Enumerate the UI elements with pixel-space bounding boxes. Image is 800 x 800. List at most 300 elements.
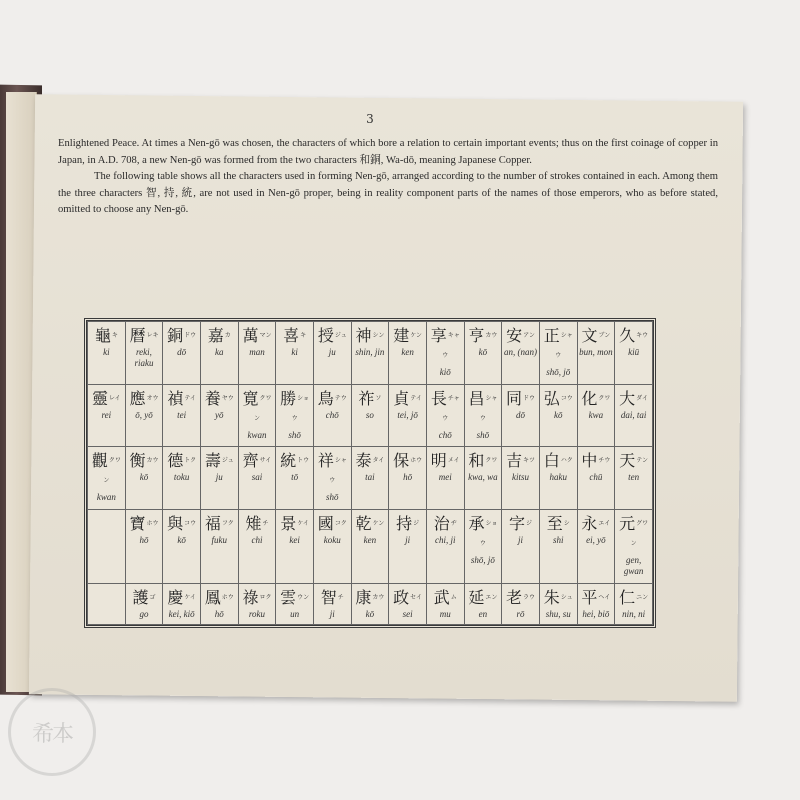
table-cell [615,384,653,447]
table-cell [502,322,540,385]
kanji-glyph: 統 [280,451,297,471]
table-cell [276,384,314,447]
romaji-reading: tō [291,472,299,483]
romaji-reading: ken [363,534,377,545]
romaji-reading: dō [177,347,187,357]
romaji-reading: chō [325,409,339,420]
kanji-glyph: 保 [393,451,410,471]
kanji-glyph: 武 [433,588,450,608]
table-cell [313,322,351,385]
romaji-reading: ju [215,472,223,483]
table-cell [313,509,351,584]
kanji-glyph: 曆 [129,326,146,345]
kanji-character [127,326,162,346]
romaji-reading: shō [326,492,339,503]
furigana-reading: カウ [485,332,498,339]
kanji-character [390,326,425,346]
table-cell [276,322,314,385]
kanji-character [390,588,425,608]
paragraph-2: The following table shows all the characters used in forming Nen-gō, arranged according to the number of strokes contained in each. Among them the three characters 智, 持, 統, are not used in Nen-gō proper, being in reality component parts of the names of those emperors, who as before stated, omitted to choose any Nen-gō. [58,171,718,215]
table-cell [313,447,351,510]
table-cell [200,384,238,447]
romaji-reading: kwan [247,429,267,440]
table-cell [389,584,427,625]
kanji-character [428,514,463,534]
table-cell [464,509,502,584]
kanji-glyph: 亨 [468,326,485,345]
kanji-character [466,451,501,471]
kanji-character [315,326,350,346]
kanji-character [579,514,614,534]
kanji-character [277,514,312,534]
kanji-glyph: 祚 [358,388,375,408]
table-cell [615,584,653,625]
furigana-reading: ダイ [636,394,649,402]
table-row [88,584,653,625]
furigana-reading: トク [184,457,197,465]
kanji-glyph: 雲 [280,588,297,608]
table-cell [163,322,201,385]
kanji-glyph: 昌 [468,388,485,408]
kanji-glyph: 平 [581,588,598,608]
table-cell [125,384,163,447]
romaji-reading: an, (nan) [504,347,538,357]
table-cell [426,584,464,625]
kanji-character [541,326,576,366]
nengo-table-frame [84,318,656,628]
kanji-character [428,326,463,366]
kanji-glyph: 養 [204,388,221,408]
furigana-reading: ジュ [221,457,234,465]
romaji-reading: kitsu [512,472,530,483]
kanji-glyph: 泰 [355,451,372,471]
furigana-reading: キ [300,332,307,339]
romaji-reading: koku [323,534,341,545]
furigana-reading: レキ [146,332,159,339]
kanji-character [240,389,275,429]
romaji-reading: chi [251,534,263,545]
furigana-reading: エイ [598,519,611,527]
romaji-reading: gen, gwan [623,554,644,576]
kanji-character [277,389,312,429]
table-cell [125,584,163,625]
furigana-reading: ソ [375,394,382,402]
kanji-character [616,514,651,554]
table-cell [238,384,276,447]
kanji-character [164,389,199,409]
romaji-reading: chū [589,472,603,483]
kanji-glyph: 齊 [242,451,259,471]
kanji-character [127,588,162,608]
furigana-reading: ム [450,594,457,602]
kanji-glyph: 延 [468,588,485,608]
table-cell [125,509,163,584]
romaji-reading: kiō [439,367,451,377]
kanji-character [503,389,538,409]
table-cell [389,447,427,510]
furigana-reading: クワン [103,457,121,485]
kanji-character [240,514,275,534]
romaji-reading: kei, kiō [168,609,195,620]
kanji-glyph: 字 [509,513,526,533]
kanji-character [89,389,124,409]
kanji-character [579,389,614,409]
table-cell [502,509,540,584]
table-cell [426,322,464,385]
furigana-reading: テン [636,457,648,465]
romaji-reading: ka [215,347,224,357]
table-cell [615,447,653,510]
kanji-character [466,588,501,608]
kanji-glyph: 授 [317,326,334,345]
kanji-character [240,326,275,346]
furigana-reading: トウ [297,457,310,465]
furigana-reading: チ [262,519,269,527]
romaji-reading: kō [139,472,149,483]
furigana-reading: ニン [636,594,649,602]
kanji-glyph: 元 [619,513,636,533]
kanji-character [89,588,124,608]
romaji-reading: fuku [211,534,228,545]
table-cell [426,447,464,510]
romaji-reading: ju [328,347,336,357]
furigana-reading: ケイ [184,594,196,602]
table-cell [539,384,577,447]
romaji-reading: mei [438,472,452,483]
furigana-reading: ケン [410,332,422,339]
table-cell [238,447,276,510]
furigana-reading: クワ [485,457,498,465]
kanji-glyph: 朱 [543,588,560,608]
kanji-glyph: 壽 [204,451,221,471]
romaji-reading: kwa [588,409,604,420]
kanji-character [202,326,237,346]
kanji-character [390,514,425,534]
romaji-reading: nin, ni [622,609,646,620]
furigana-reading: サイ [259,457,272,465]
romaji-reading: kwa, wa [468,472,498,483]
romaji-reading: so [365,409,374,420]
kanji-glyph: 和 [468,451,485,471]
kanji-character [541,451,576,471]
kanji-glyph: 吉 [506,451,523,471]
kanji-glyph: 神 [355,326,372,345]
table-cell [276,447,314,510]
table-cell [539,509,577,584]
romaji-reading: bun, mon [579,347,613,357]
table-cell [389,384,427,447]
furigana-reading: アン [523,332,535,339]
kanji-glyph: 嘉 [207,326,224,345]
kanji-character [315,588,350,608]
furigana-reading: テイ [184,394,196,402]
furigana-reading: シャウ [479,394,498,422]
romaji-reading: tai [365,472,375,483]
kanji-character [202,389,237,409]
kanji-character [541,389,576,409]
kanji-glyph: 白 [543,451,560,471]
furigana-reading: コウ [560,394,573,402]
romaji-reading: roku [248,609,266,620]
kanji-character [353,588,388,608]
furigana-reading: ホウ [146,519,159,527]
furigana-reading: シャウ [329,457,347,485]
kanji-glyph: 祥 [317,451,334,471]
furigana-reading: ヤウ [221,394,234,402]
kanji-character [127,514,162,534]
furigana-reading: セイ [410,594,422,602]
romaji-reading: kō [478,347,488,357]
romaji-reading: kiū [628,347,640,357]
furigana-reading: キャウ [442,332,460,359]
romaji-reading: shō, jō [470,554,495,565]
kanji-glyph: 正 [543,326,560,345]
romaji-reading: chi, ji [434,534,456,545]
table-cell [577,322,615,385]
table-cell [238,322,276,385]
kanji-character [466,389,501,429]
furigana-reading: ジュ [334,332,347,339]
kanji-glyph: 承 [468,513,485,533]
kanji-glyph: 鳥 [317,388,334,408]
kanji-glyph: 鳳 [204,588,221,608]
table-cell [502,584,540,625]
kanji-glyph: 喜 [283,326,300,345]
kanji-glyph: 貞 [393,388,410,408]
kanji-glyph: 文 [581,326,598,345]
furigana-reading: ショウ [479,519,498,547]
furigana-reading: グワン [630,519,649,547]
table-cell [88,447,126,510]
kanji-character [616,389,651,409]
kanji-character [428,451,463,471]
kanji-character [616,588,651,608]
romaji-reading: ji [329,609,335,620]
romaji-reading: ō, yō [135,409,153,420]
kanji-glyph: 安 [506,326,523,345]
kanji-glyph: 享 [430,326,447,345]
kanji-glyph: 銅 [167,326,184,345]
furigana-reading: ショウ [291,394,310,422]
romaji-reading: kwan [96,492,116,503]
romaji-reading: go [139,609,149,620]
kanji-glyph: 勝 [280,388,297,408]
table-cell [238,584,276,625]
table-cell [464,322,502,385]
furigana-reading: オウ [146,394,159,402]
kanji-character [89,451,124,491]
kanji-glyph: 仁 [619,588,636,608]
romaji-reading: un [290,609,300,620]
kanji-glyph: 同 [506,388,523,408]
furigana-reading: カウ [146,457,159,465]
paragraph-1: Enlightened Peace. At times a Nen-gō was chosen, the characters of which bore a relation to certain important events; thus on the first coinage of copper in Japan, in A.D. 708, a new Nen-gō was formed from the two characters 和銅, Wa-dō, meaning Japanese Copper. [58,138,718,166]
kanji-character [503,326,538,346]
romaji-reading: kō [177,534,186,545]
romaji-reading: en [478,609,488,620]
kanji-character [541,514,576,534]
kanji-character [164,588,199,608]
kanji-glyph: 久 [619,326,636,345]
kanji-glyph: 明 [430,451,447,471]
romaji-reading: dai, tai [620,409,647,420]
table-cell [351,509,389,584]
kanji-character [390,451,425,471]
furigana-reading: ロク [259,594,272,602]
kanji-glyph: 應 [129,388,146,408]
table-cell [351,447,389,510]
romaji-reading: yō [215,409,224,420]
kanji-character [277,326,312,346]
table-cell [539,584,577,625]
romaji-reading: kei [289,534,300,545]
table-cell [88,322,126,385]
table-cell [615,322,653,385]
furigana-reading: シ [563,519,570,527]
romaji-reading: kō [553,409,563,420]
furigana-reading: ケイ [297,519,309,527]
kanji-character [89,514,124,534]
kanji-character [616,451,651,471]
furigana-reading: チャウ [442,394,460,422]
furigana-reading: ヂ [450,519,457,527]
kanji-character [315,514,350,534]
kanji-glyph: 老 [506,588,523,608]
kanji-character [503,514,538,534]
table-cell [539,322,577,385]
table-cell [163,384,201,447]
romaji-reading: kō [365,609,375,620]
romaji-reading: hei, biō [582,609,610,620]
furigana-reading: シャウ [555,332,573,359]
furigana-reading: タイ [372,457,385,465]
kanji-character [390,389,425,409]
table-cell [464,447,502,510]
kanji-character [579,326,614,346]
romaji-reading: shi [552,534,564,545]
kanji-character [202,451,237,471]
furigana-reading: キ [111,332,118,339]
table-cell [426,384,464,447]
table-cell [577,584,615,625]
kanji-glyph: 政 [393,588,410,608]
kanji-glyph: 靈 [91,388,108,408]
table-cell [163,509,201,584]
romaji-reading: mu [439,609,451,620]
romaji-reading: man [249,347,265,357]
table-cell [88,509,126,584]
page-number: 3 [366,112,374,126]
table-cell [200,447,238,510]
romaji-reading: ki [103,347,110,357]
kanji-glyph: 長 [430,388,447,408]
romaji-reading: ji [405,534,411,545]
furigana-reading: レイ [108,394,121,402]
kanji-glyph: 化 [581,388,598,408]
furigana-reading: チ [337,594,344,602]
furigana-reading: ドウ [184,332,197,339]
romaji-reading: dō [516,409,526,420]
furigana-reading: ドウ [523,394,536,402]
body-text [58,136,718,219]
romaji-reading: ji [518,534,524,545]
table-cell [313,584,351,625]
romaji-reading: shō, jō [546,367,571,377]
romaji-reading: ten [628,472,640,483]
furigana-reading: クワン [253,394,272,422]
romaji-reading: sai [251,472,263,483]
seal-stamp: 希本 [8,688,96,776]
romaji-reading: tei [177,409,187,420]
furigana-reading: メイ [447,457,460,465]
kanji-character [127,451,162,471]
table-cell [200,509,238,584]
furigana-reading: ジ [413,519,420,527]
kanji-character [353,389,388,409]
furigana-reading: コウ [184,519,197,527]
table-cell [389,322,427,385]
kanji-character [164,326,199,346]
table-cell [577,384,615,447]
kanji-character [277,588,312,608]
table-row [88,509,653,584]
table-cell [88,584,126,625]
table-cell [200,584,238,625]
kanji-glyph: 康 [355,588,372,608]
furigana-reading: ブン [598,332,611,339]
table-cell [238,509,276,584]
romaji-reading: hō [139,534,149,545]
nengo-character-table [87,321,653,625]
romaji-reading: shō [288,429,301,440]
furigana-reading: クワ [598,394,611,402]
kanji-character [428,389,463,429]
romaji-reading: rō [516,609,525,620]
kanji-glyph: 觀 [91,451,108,471]
kanji-character [353,514,388,534]
kanji-glyph: 永 [581,513,598,533]
romaji-reading: ei, yō [586,534,606,545]
kanji-glyph: 寶 [129,513,146,533]
romaji-reading: haku [549,472,567,483]
romaji-reading: hō [214,609,224,620]
romaji-reading: shō [476,429,490,440]
table-cell [163,447,201,510]
table-cell [426,509,464,584]
kanji-character [503,588,538,608]
furigana-reading: マン [259,332,272,339]
romaji-reading: shu, su [545,609,571,620]
table-cell [351,584,389,625]
kanji-character [466,514,501,554]
table-cell [125,447,163,510]
furigana-reading: ゴ [149,594,156,602]
romaji-reading: toku [173,472,190,483]
table-cell [313,384,351,447]
furigana-reading: テウ [334,394,347,402]
romaji-reading: rei [101,409,112,420]
kanji-character [541,588,576,608]
kanji-glyph: 治 [433,513,450,533]
table-cell [163,584,201,625]
romaji-reading: chō [438,429,452,440]
table-cell [577,509,615,584]
kanji-glyph: 萬 [242,326,259,345]
furigana-reading: コク [334,519,347,527]
kanji-glyph: 護 [132,588,149,608]
romaji-reading: hō [403,472,413,483]
furigana-reading: ジ [526,519,533,527]
